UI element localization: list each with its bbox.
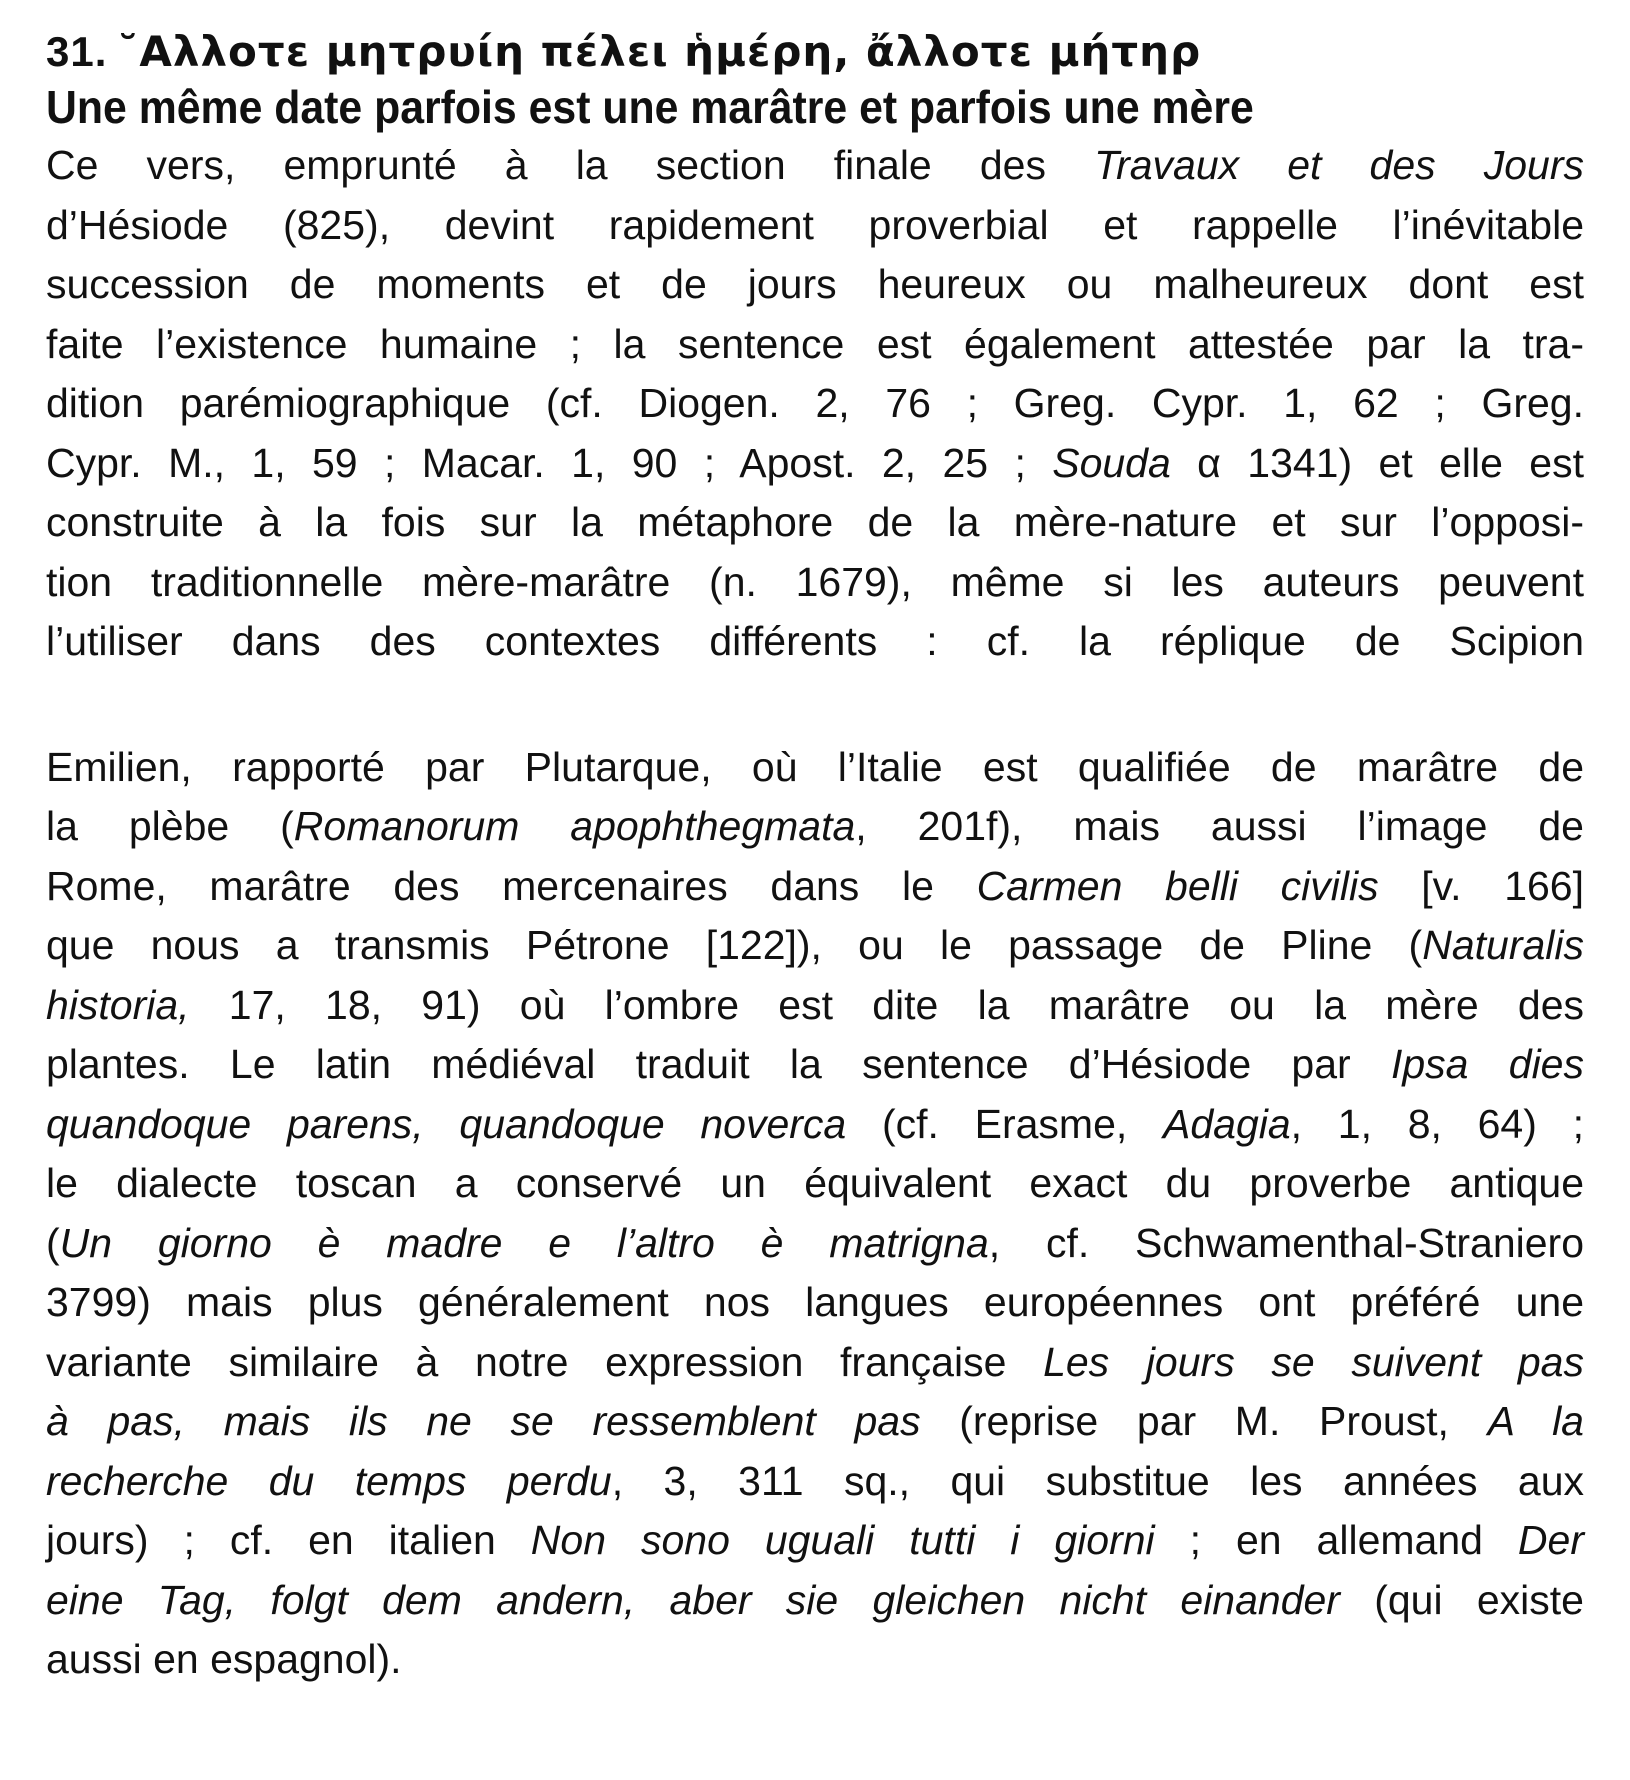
text-line	[46, 1154, 1584, 1214]
text-run: le dialecte toscan a conservé un équivalent exact du proverbe antique	[46, 1160, 1584, 1206]
text-line	[46, 1095, 1584, 1155]
italic-title: Ipsa dies	[1390, 1041, 1584, 1087]
text-line	[46, 612, 1584, 672]
text-line	[46, 1333, 1584, 1393]
text-line	[46, 738, 1584, 798]
text-line	[46, 136, 1584, 196]
text-line	[46, 1452, 1584, 1512]
entry-french-heading: Une même date parfois est une marâtre et parfois une mère	[46, 81, 1254, 133]
text-run: (cf. Erasme,	[846, 1100, 1163, 1147]
italic-title: à pas, mais ils ne se ressemblent pas	[46, 1398, 921, 1444]
text-run: 17, 18, 91) où l’ombre est dite la marâtre ou la mère des	[189, 981, 1584, 1028]
italic-title: A la	[1487, 1398, 1584, 1444]
text-line	[46, 1392, 1584, 1452]
text-run: [v. 166]	[1378, 862, 1584, 909]
text-line	[46, 315, 1584, 375]
text-run: Emilien, rapporté par Plutarque, où l’Italie est qualifiée de marâtre de	[46, 743, 1584, 790]
text-run: ; en allemand	[1154, 1517, 1518, 1563]
text-line	[46, 553, 1584, 613]
text-run: Cypr. M., 1, 59 ; Macar. 1, 90 ; Apost. 2, 25 ;	[46, 439, 1053, 486]
text-run: (	[46, 1219, 60, 1266]
text-run: variante similaire à notre expression française	[46, 1338, 1044, 1385]
text-line	[46, 857, 1584, 917]
text-run: Ce vers, emprunté à la section finale des	[46, 142, 1095, 188]
italic-title: Souda	[1052, 439, 1171, 486]
italic-title: historia,	[46, 981, 190, 1028]
text-run: la plèbe (	[46, 803, 294, 849]
text-run: 3799) mais plus généralement nos langues européennes ont préféré une	[46, 1279, 1584, 1325]
text-run: construite à la fois sur la métaphore de la mère-nature et sur l’opposi-	[46, 499, 1584, 545]
text-run: aussi en espagnol).	[46, 1636, 402, 1682]
text-run: que nous a transmis Pétrone [122]), ou le passage de Pline (	[46, 922, 1423, 968]
text-run: , 3, 311 sq., qui substitue les années aux	[611, 1457, 1584, 1504]
italic-title: Adagia	[1163, 1100, 1291, 1147]
text-run: succession de moments et de jours heureux ou malheureux dont est	[46, 261, 1584, 307]
text-line	[46, 1035, 1584, 1095]
text-run: l’utiliser dans des contextes différents : cf. la réplique de Scipion	[46, 618, 1584, 664]
text-run: , 1, 8, 64) ;	[1290, 1100, 1584, 1147]
text-run: faite l’existence humaine ; la sentence est également attestée par la tra-	[46, 320, 1584, 367]
italic-title: Romanorum apophthegmata	[293, 803, 856, 849]
text-run: (qui existe	[1339, 1576, 1584, 1623]
italic-title: Der	[1517, 1517, 1584, 1563]
italic-title: Un giorno è madre e l’altro è matrigna	[59, 1219, 989, 1266]
page-break-gap	[46, 672, 1584, 738]
italic-title: Carmen belli civilis	[976, 862, 1379, 909]
commentary-part-2	[46, 738, 1584, 1690]
text-line	[46, 434, 1584, 494]
text-run: tion traditionnelle mère-marâtre (n. 1679), même si les auteurs peuvent	[46, 558, 1584, 605]
text-line	[46, 374, 1584, 434]
italic-title: eine Tag, folgt dem andern, aber sie gleichen nicht einander	[46, 1576, 1340, 1623]
text-run: Rome, marâtre des mercenaires dans le	[46, 862, 977, 909]
italic-title: Non sono uguali tutti i giorni	[530, 1517, 1155, 1563]
italic-title: Travaux et des Jours	[1094, 142, 1584, 188]
text-run: dition parémiographique (cf. Diogen. 2, 76 ; Greg. Cypr. 1, 62 ; Greg.	[46, 380, 1584, 426]
text-run: plantes. Le latin médiéval traduit la sentence d’Hésiode par	[46, 1041, 1391, 1087]
commentary-part-1	[46, 136, 1584, 672]
text-line	[46, 196, 1584, 256]
text-run: , 201f), mais aussi l’image de	[855, 803, 1584, 849]
text-line	[46, 1571, 1584, 1631]
italic-title: recherche du temps perdu	[46, 1457, 612, 1504]
text-run: d’Hésiode (825), devint rapidement proverbial et rappelle l’inévitable	[46, 201, 1584, 248]
entry-greek-heading	[46, 26, 1584, 78]
italic-title: quandoque parens, quandoque noverca	[46, 1100, 847, 1147]
text-line	[46, 1273, 1584, 1333]
text-line	[46, 976, 1584, 1036]
text-line	[46, 1630, 1584, 1690]
text-line	[46, 1511, 1584, 1571]
text-line	[46, 916, 1584, 976]
entry-number: 31.	[46, 28, 108, 75]
text-run: α 1341) et elle est	[1170, 439, 1585, 486]
italic-title: Les jours se suivent pas	[1043, 1338, 1584, 1385]
greek-proverb: ˘Αλλοτε μητρυίη πέλει ἡμέρη, ἄλλοτε μήτηρ	[117, 27, 1202, 76]
text-line	[46, 1214, 1584, 1274]
text-run: (reprise par M. Proust,	[920, 1398, 1488, 1444]
italic-title: Naturalis	[1422, 922, 1584, 968]
text-run: , cf. Schwamenthal-Straniero	[988, 1219, 1584, 1266]
text-line	[46, 797, 1584, 857]
text-line	[46, 493, 1584, 553]
text-run: jours) ; cf. en italien	[46, 1517, 531, 1563]
text-line	[46, 255, 1584, 315]
document-page	[46, 26, 1584, 1690]
